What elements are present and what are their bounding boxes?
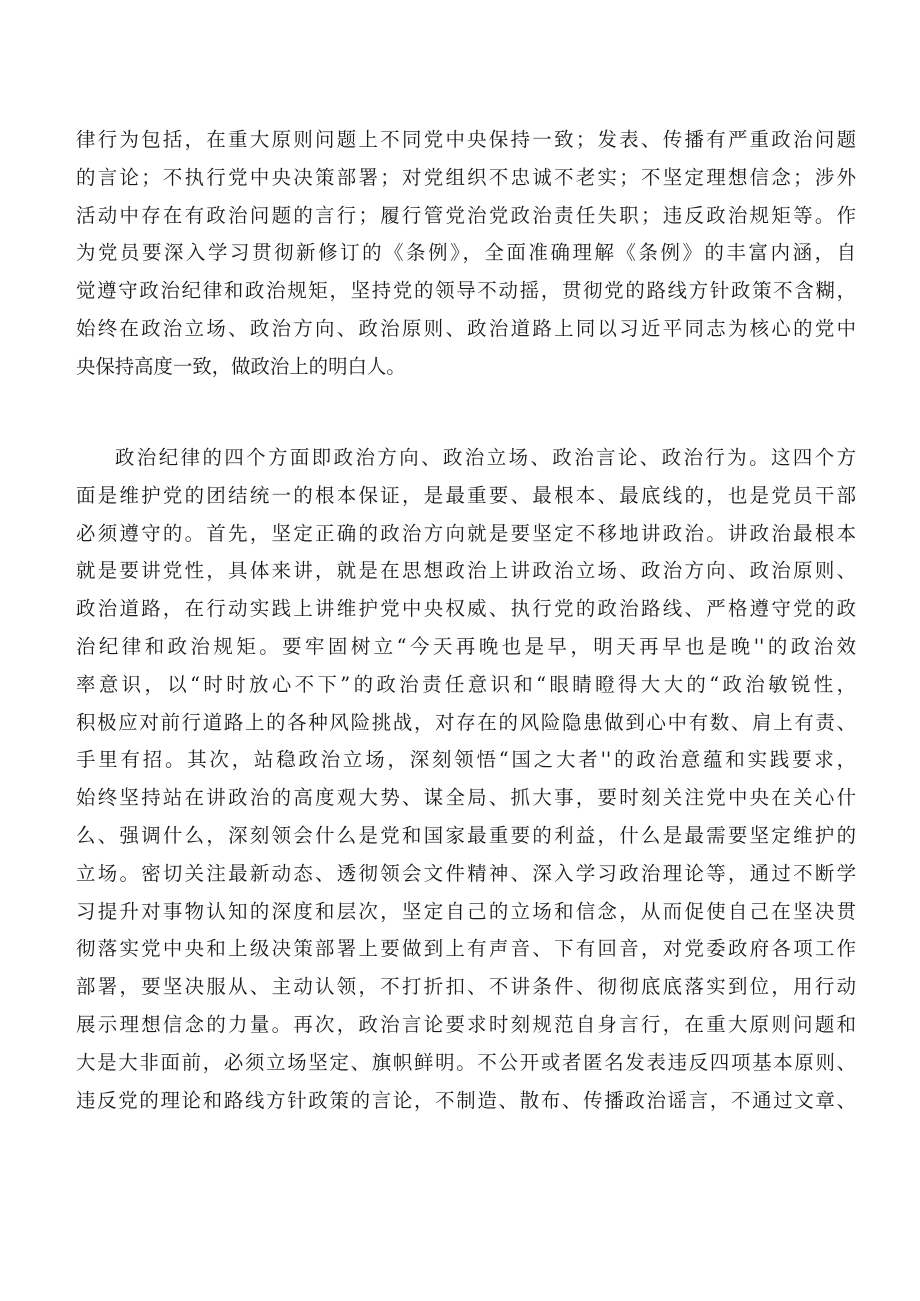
paragraph-line: 立场。密切关注最新动态、透彻领会文件精神、深入学习政治理论等，通过不断学	[76, 861, 856, 885]
paragraph-line: 的言论；不执行党中央决策部署；对党组织不忠诚不老实；不坚定理想信念；涉外	[76, 165, 856, 189]
paragraph-line: 就是要讲党性，具体来讲，就是在思想政治上讲政治立场、政治方向、政治原则、	[76, 559, 856, 583]
paragraph-line: 积极应对前行道路上的各种风险挑战，对存在的风险隐患做到心中有数、肩上有责、	[76, 710, 856, 734]
paragraph-line: 大是大非面前，必须立场坚定、旗帜鲜明。不公开或者匿名发表违反四项基本原则、	[76, 1050, 856, 1074]
paragraph-line: 手里有招。其次，站稳政治立场，深刻领悟“国之大者''的政治意蕴和实践要求，	[76, 748, 856, 772]
paragraph-1	[76, 121, 856, 386]
paragraph-line: 习提升对事物认知的深度和层次，坚定自己的立场和信念，从而促使自己在坚决贯	[76, 899, 856, 923]
paragraph-line: 律行为包括，在重大原则问题上不同党中央保持一致；发表、传播有严重政治问题	[76, 128, 856, 151]
paragraph-line: 始终坚持站在讲政治的高度观大势、谋全局、抓大事，要时刻关注党中央在关心什	[76, 786, 856, 810]
paragraph-line: 觉遵守政治纪律和政治规矩，坚持党的领导不动摇，贯彻党的路线方针政策不含糊，	[76, 279, 856, 303]
paragraph-line: 必须遵守的。首先，坚定正确的政治方向就是要坚定不移地讲政治。讲政治最根本	[76, 521, 856, 545]
paragraph-line: 率意识，以“时时放心不下”的政治责任意识和“眼睛瞪得大大的“政治敏锐性，	[76, 672, 856, 696]
paragraph-line: 央保持高度一致，做政治上的明白人。	[76, 354, 406, 378]
paragraph-line: 始终在政治立场、政治方向、政治原则、政治道路上同以习近平同志为核心的党中	[76, 316, 856, 340]
paragraph-line: 活动中存在有政治问题的言行；履行管党治党政治责任失职；违反政治规矩等。作	[76, 203, 856, 227]
paragraph-2	[76, 439, 856, 1119]
paragraph-line: 么、强调什么，深刻领会什么是党和国家最重要的利益，什么是最需要坚定维护的	[76, 823, 856, 847]
paragraph-line: 面是维护党的团结统一的根本保证，是最重要、最根本、最底线的，也是党员干部	[76, 483, 856, 507]
paragraph-line: 部署，要坚决服从、主动认领，不打折扣、不讲条件、彻彻底底落实到位，用行动	[76, 975, 856, 999]
paragraph-line: 彻落实党中央和上级决策部署上要做到上有声音、下有回音，对党委政府各项工作	[76, 937, 856, 961]
paragraph-line: 展示理想信念的力量。再次，政治言论要求时刻规范自身言行，在重大原则问题和	[76, 1012, 856, 1036]
paragraph-line: 为党员要深入学习贯彻新修订的《条例》，全面准确理解《条例》的丰富内涵，自	[76, 241, 856, 265]
paragraph-line: 政治纪律的四个方面即政治方向、政治立场、政治言论、政治行为。这四个方	[115, 446, 856, 469]
paragraph-line: 违反党的理论和路线方针政策的言论，不制造、散布、传播政治谣言，不通过文章、	[76, 1088, 856, 1112]
paragraph-line: 治纪律和政治规矩。要牢固树立“今天再晚也是早，明天再早也是晚''的政治效	[76, 634, 856, 658]
paragraph-line: 政治道路，在行动实践上讲维护党中央权威、执行党的政治路线、严格遵守党的政	[76, 597, 856, 621]
